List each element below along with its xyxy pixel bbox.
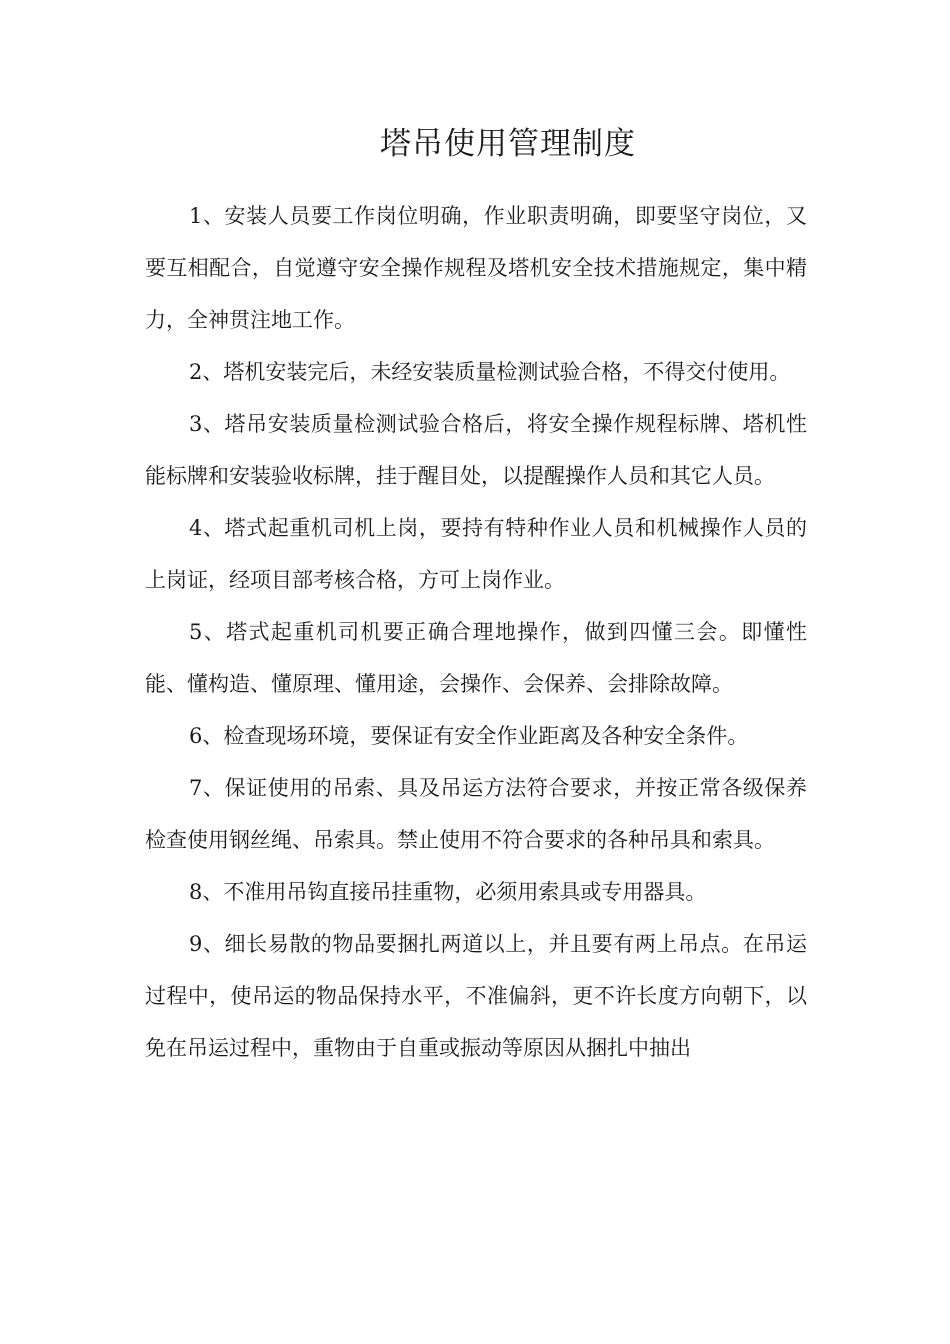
paragraph-8: 8、不准用吊钩直接吊挂重物，必须用索具或专用器具。 xyxy=(189,880,707,904)
paragraph-5: 5、塔式起重机司机要正确合理地操作，做到四懂三会。即懂性能、懂构造、懂原理、懂用途，会操作、会保养、会排除故障。 xyxy=(145,620,807,696)
paragraph-9: 9、细长易散的物品要捆扎两道以上，并且要有两上吊点。在吊运过程中，使吊运的物品保持水平，不准偏斜，更不许长度方向朝下，以免在吊运过程中，重物由于自重或振动等原因从捆扎中抽出 xyxy=(145,932,807,1060)
paragraph-7: 7、保证使用的吊索、具及吊运方法符合要求，并按正常各级保养检查使用钢丝绳、吊索具。禁止使用不符合要求的各种吊具和索具。 xyxy=(145,776,807,852)
paragraph-3: 3、塔吊安装质量检测试验合格后，将安全操作规程标牌、塔机性能标牌和安装验收标牌，挂于醒目处，以提醒操作人员和其它人员。 xyxy=(145,412,807,488)
paragraph-6: 6、检查现场环境，要保证有安全作业距离及各种安全条件。 xyxy=(189,724,749,748)
paragraph-2: 2、塔机安装完后，未经安装质量检测试验合格，不得交付使用。 xyxy=(189,360,791,384)
paragraph-1: 1、安装人员要工作岗位明确，作业职责明确，即要坚守岗位，又要互相配合，自觉遵守安全操作规程及塔机安全技术措施规定，集中精力，全神贯注地工作。 xyxy=(145,204,807,332)
document-body xyxy=(145,190,807,1074)
document-title: 塔吊使用管理制度 xyxy=(380,126,636,162)
paragraph-4: 4、塔式起重机司机上岗，要持有特种作业人员和机械操作人员的上岗证，经项目部考核合格，方可上岗作业。 xyxy=(145,516,807,592)
